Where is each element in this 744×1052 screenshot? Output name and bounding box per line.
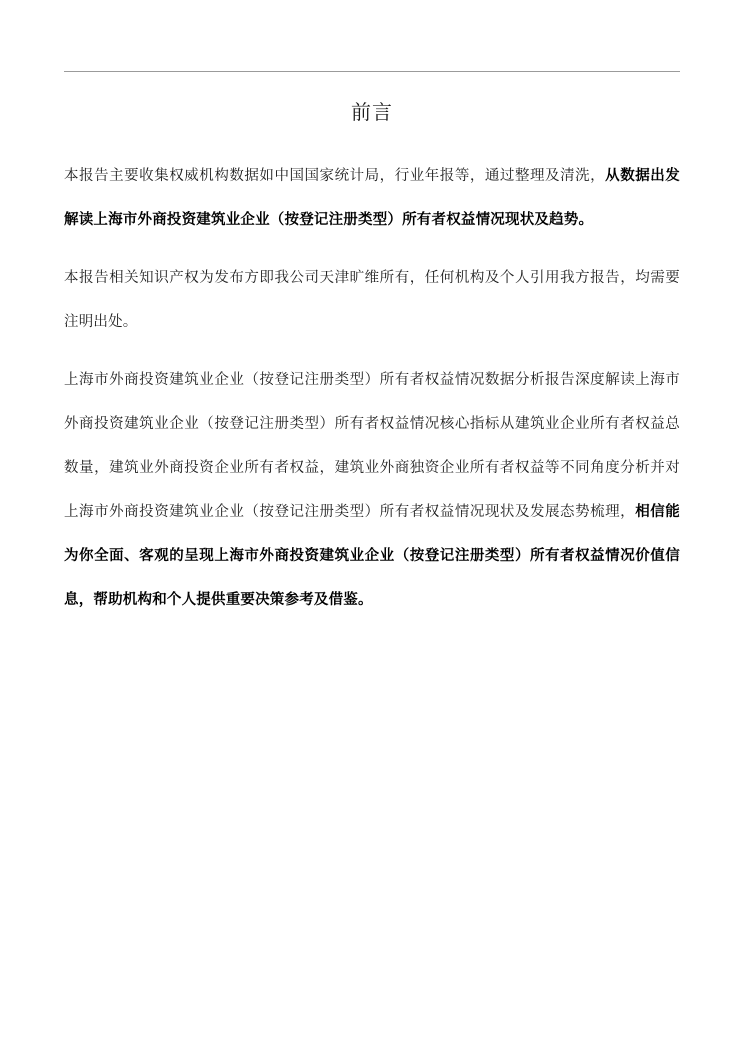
page-title: 前言	[351, 102, 393, 124]
paragraph-1-run-2: 从数据出发解读上海市外商投资建筑业企业（按登记注册类型）所有者权益情况现状及趋势。	[64, 168, 681, 228]
paragraph-3-run-2: 相信能为你全面、客观的呈现上海市外商投资建筑业企业（按登记注册类型）所有者权益情况价值信息，帮助机构和个人提供重要决策参考及借鉴。	[64, 504, 680, 608]
paragraph-1-run-1: 本报告主要收集权威机构数据如中国国家统计局，行业年报等，通过整理及清洗，	[64, 168, 606, 184]
paragraph-2	[64, 256, 680, 344]
document-content	[64, 98, 680, 622]
header-divider	[64, 71, 680, 72]
paragraph-3	[64, 358, 680, 622]
paragraph-3-run-1: 上海市外商投资建筑业企业（按登记注册类型）所有者权益情况数据分析报告深度解读上海市外商投资建筑业企业（按登记注册类型）所有者权益情况核心指标从建筑业企业所有者权益总数量，建筑业外商投资企业所有者权益，建筑业外商独资企业所有者权益等不同角度分析并对上海市外商投资建筑业企业（按登记注册类型）所有者权益情况现状及发展态势梳理，	[64, 372, 680, 520]
paragraph-2-run-1: 本报告相关知识产权为发布方即我公司天津旷维所有，任何机构及个人引用我方报告，均需要注明出处。	[64, 270, 680, 330]
paragraph-1	[64, 154, 680, 242]
